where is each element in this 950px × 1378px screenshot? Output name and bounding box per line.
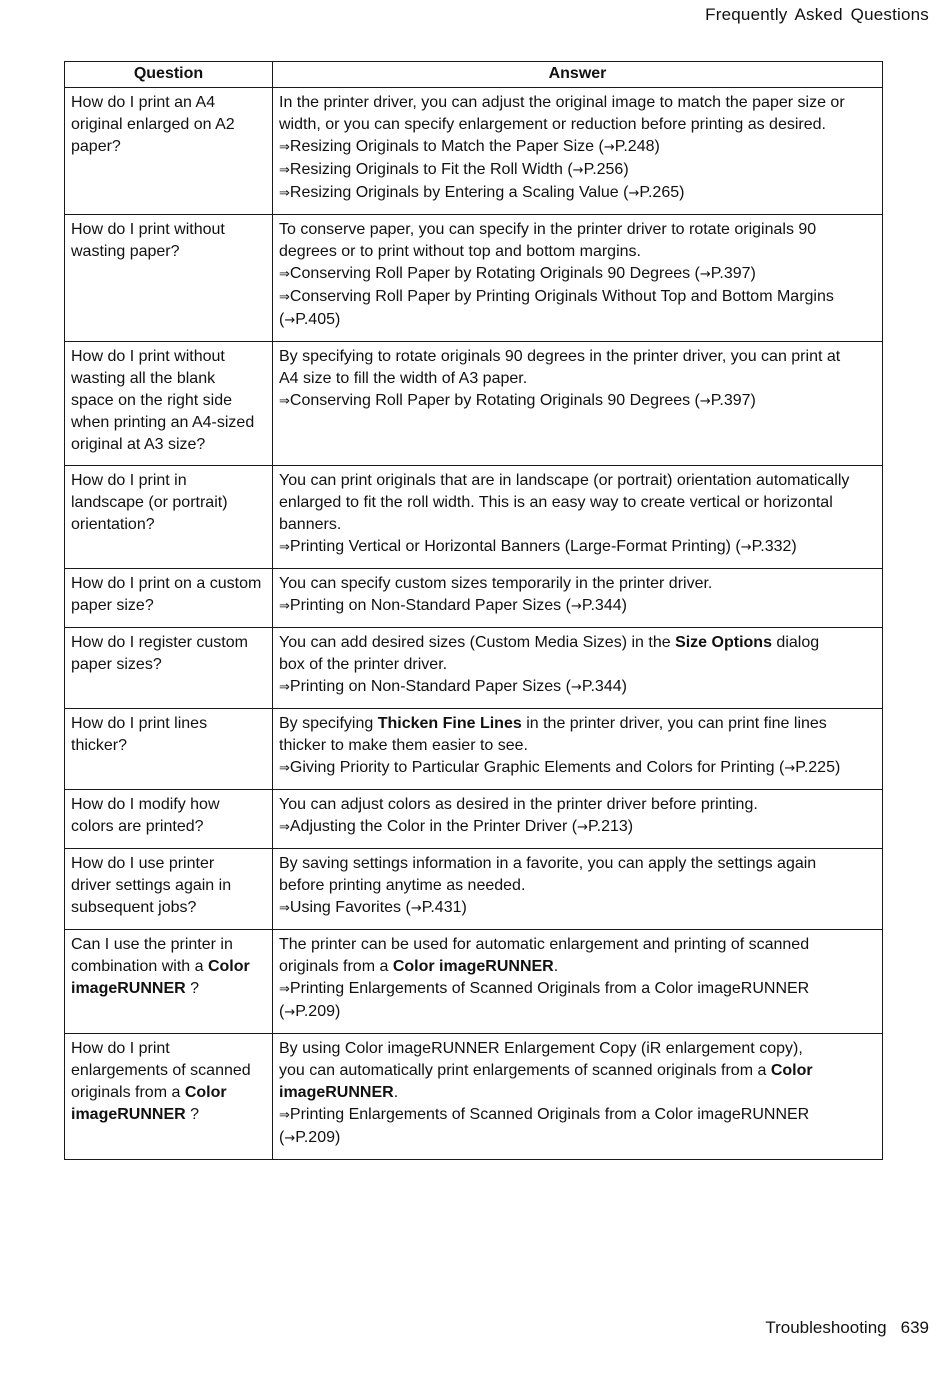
question-cell: How do I print without wasting all the blank space on the right side when printing an A4-sized original at A3 size? (65, 342, 273, 466)
page-arrow-icon: → (284, 1005, 296, 1020)
cross-reference-link[interactable]: ⇒Printing Vertical or Horizontal Banners (Large-Format Printing) (→P.332) (279, 538, 797, 555)
cross-reference-link[interactable]: ⇒Resizing Originals by Entering a Scaling Value (→P.265) (279, 184, 685, 201)
product-name: Color (770, 1062, 813, 1079)
product-name: Color imageRUNNER (392, 958, 554, 975)
cross-reference-link[interactable]: ⇒Printing Enlargements of Scanned Originals from a Color imageRUNNER (→P.209) (279, 980, 810, 1020)
ref-arrow-icon: ⇒ (279, 901, 290, 916)
answer-cell: By saving settings information in a favorite, you can apply the settings again before printing anytime as needed. ⇒Using Favorites (→P.431) (273, 849, 883, 930)
ref-arrow-icon: ⇒ (279, 982, 290, 997)
answer-cell: To conserve paper, you can specify in the printer driver to rotate originals 90 degrees or to print without top and bottom margins. ⇒Conserving Roll Paper by Rotating Originals 90 Degrees (→P.397) ⇒Conserving Roll Paper by Printing Originals Without Top and Bottom Margins (→P.405) (273, 215, 883, 342)
table-row (65, 342, 883, 466)
answer-cell: By specifying Thicken Fine Lines in the printer driver, you can print fine lines thicker to make them easier to see. ⇒Giving Priority to Particular Graphic Elements and Colors for Printing (→P.225) (273, 709, 883, 790)
answer-cell: By specifying to rotate originals 90 degrees in the printer driver, you can print at A4 size to fill the width of A3 paper. ⇒Conserving Roll Paper by Rotating Originals 90 Degrees (→P.397) (273, 342, 883, 466)
cross-reference-link[interactable]: ⇒Resizing Originals to Fit the Roll Width (→P.256) (279, 161, 629, 178)
question-cell: How do I use printer driver settings again in subsequent jobs? (65, 849, 273, 930)
table-row (65, 569, 883, 628)
question-cell: How do I print an A4 original enlarged on A2 paper? (65, 88, 273, 215)
page-arrow-icon: → (284, 313, 296, 328)
ref-arrow-icon: ⇒ (279, 290, 290, 305)
ui-term: Size Options (675, 634, 772, 651)
ref-arrow-icon: ⇒ (279, 599, 290, 614)
table-row (65, 215, 883, 342)
page-arrow-icon: → (284, 1131, 296, 1146)
ref-arrow-icon: ⇒ (279, 163, 290, 178)
cross-reference-link[interactable]: ⇒Using Favorites (→P.431) (279, 899, 467, 916)
product-name: imageRUNNER (279, 1084, 394, 1101)
answer-cell: By using Color imageRUNNER Enlargement Copy (iR enlargement copy), you can automatically print enlargements of scanned originals from a Color imageRUNNER. ⇒Printing Enlargements of Scanned Originals from a Color imageRUNNER (→P.209) (273, 1034, 883, 1160)
page-arrow-icon: → (628, 186, 640, 201)
question-cell: How do I print lines thicker? (65, 709, 273, 790)
cross-reference-link[interactable]: ⇒Conserving Roll Paper by Rotating Originals 90 Degrees (→P.397) (279, 265, 756, 282)
table-row (65, 466, 883, 569)
page-arrow-icon: → (740, 540, 752, 555)
ref-arrow-icon: ⇒ (279, 680, 290, 695)
running-header: Frequently Asked Questions (705, 5, 929, 24)
ref-arrow-icon: ⇒ (279, 820, 290, 835)
footer-section-title: Troubleshooting (765, 1318, 887, 1337)
page-footer (765, 1318, 929, 1338)
ref-arrow-icon: ⇒ (279, 761, 290, 776)
answer-cell: The printer can be used for automatic enlargement and printing of scanned originals from a Color imageRUNNER. ⇒Printing Enlargements of Scanned Originals from a Color imageRUNNER (→P.209) (273, 930, 883, 1034)
answer-cell: You can adjust colors as desired in the printer driver before printing. ⇒Adjusting the Color in the Printer Driver (→P.213) (273, 790, 883, 849)
ref-arrow-icon: ⇒ (279, 540, 290, 555)
page-arrow-icon: → (570, 599, 582, 614)
question-cell: How do I print in landscape (or portrait) orientation? (65, 466, 273, 569)
cross-reference-link[interactable]: ⇒Printing on Non-Standard Paper Sizes (→P.344) (279, 678, 627, 695)
ui-term: Thicken Fine Lines (377, 715, 522, 732)
page-arrow-icon: → (784, 761, 796, 776)
table-row (65, 849, 883, 930)
table-row (65, 709, 883, 790)
ref-arrow-icon: ⇒ (279, 186, 290, 201)
table-row (65, 1034, 883, 1160)
table-row (65, 88, 883, 215)
answer-cell: You can add desired sizes (Custom Media Sizes) in the Size Options dialog box of the printer driver. ⇒Printing on Non-Standard Paper Sizes (→P.344) (273, 628, 883, 709)
page-arrow-icon: → (577, 820, 589, 835)
cross-reference-link[interactable]: ⇒Adjusting the Color in the Printer Driver (→P.213) (279, 818, 634, 835)
question-cell: How do I print on a custom paper size? (65, 569, 273, 628)
cross-reference-link[interactable]: ⇒Printing Enlargements of Scanned Originals from a Color imageRUNNER (→P.209) (279, 1106, 810, 1146)
table-row (65, 930, 883, 1034)
ref-arrow-icon: ⇒ (279, 394, 290, 409)
answer-cell: You can specify custom sizes temporarily in the printer driver. ⇒Printing on Non-Standard Paper Sizes (→P.344) (273, 569, 883, 628)
question-column-header: Question (65, 62, 273, 88)
table-row (65, 628, 883, 709)
table-row (65, 790, 883, 849)
page-arrow-icon: → (570, 680, 582, 695)
faq-table (64, 61, 883, 1160)
question-cell: How do I print enlargements of scanned originals from a Color imageRUNNER ? (65, 1034, 273, 1160)
cross-reference-link[interactable]: ⇒Printing on Non-Standard Paper Sizes (→P.344) (279, 597, 627, 614)
answer-cell: In the printer driver, you can adjust the original image to match the paper size or width, or you can specify enlargement or reduction before printing as desired. ⇒Resizing Originals to Match the Paper Size (→P.248) ⇒Resizing Originals to Fit the Roll Width (→P.256) ⇒Resizing Originals by Entering a Scaling Value (→P.265) (273, 88, 883, 215)
ref-arrow-icon: ⇒ (279, 140, 290, 155)
page-arrow-icon: → (699, 267, 711, 282)
cross-reference-link[interactable]: ⇒Resizing Originals to Match the Paper Size (→P.248) (279, 138, 660, 155)
question-cell: Can I use the printer in combination with a Color imageRUNNER ? (65, 930, 273, 1034)
page-arrow-icon: → (410, 901, 422, 916)
question-cell: How do I print without wasting paper? (65, 215, 273, 342)
question-cell: How do I modify how colors are printed? (65, 790, 273, 849)
cross-reference-link[interactable]: ⇒Conserving Roll Paper by Rotating Originals 90 Degrees (→P.397) (279, 392, 756, 409)
question-cell: How do I register custom paper sizes? (65, 628, 273, 709)
cross-reference-link[interactable]: ⇒Conserving Roll Paper by Printing Originals Without Top and Bottom Margins (→P.405) (279, 288, 834, 328)
ref-arrow-icon: ⇒ (279, 267, 290, 282)
answer-cell: You can print originals that are in landscape (or portrait) orientation automatically enlarged to fit the roll width. This is an easy way to create vertical or horizontal banners. ⇒Printing Vertical or Horizontal Banners (Large-Format Printing) (→P.332) (273, 466, 883, 569)
answer-column-header: Answer (273, 62, 883, 88)
page-arrow-icon: → (572, 163, 584, 178)
cross-reference-link[interactable]: ⇒Giving Priority to Particular Graphic Elements and Colors for Printing (→P.225) (279, 759, 841, 776)
page-number: 639 (900, 1318, 929, 1337)
ref-arrow-icon: ⇒ (279, 1108, 290, 1123)
page-arrow-icon: → (699, 394, 711, 409)
page-arrow-icon: → (603, 140, 615, 155)
table-header-row (65, 62, 883, 88)
